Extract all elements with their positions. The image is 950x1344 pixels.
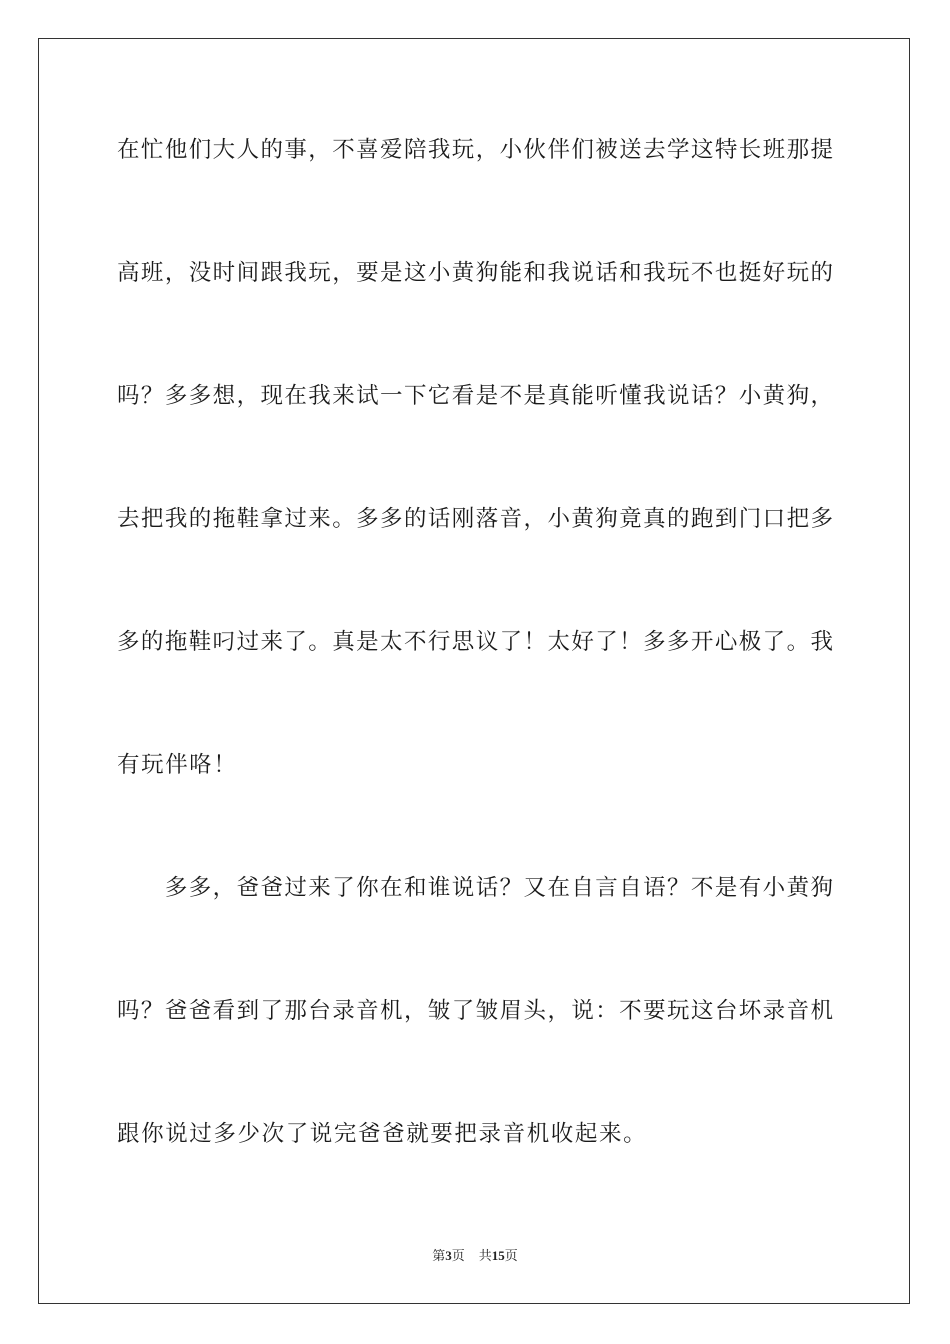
text-line: 在忙他们大人的事，不喜爱陪我玩，小伙伴们被送去学这特长班那提 — [117, 137, 833, 163]
total-pages-number: 15 — [491, 1248, 505, 1263]
text-line: 多的拖鞋叼过来了。真是太不行思议了！太好了！多多开心极了。我 — [117, 629, 833, 655]
text-line: 多多，爸爸过来了你在和谁说话？又在自言自语？不是有小黄狗 — [117, 875, 833, 901]
page-number-suffix: 页 — [451, 1248, 465, 1263]
current-page-number: 3 — [445, 1248, 452, 1263]
text-line: 高班，没时间跟我玩，要是这小黄狗能和我说话和我玩不也挺好玩的 — [117, 260, 833, 286]
text-line: 去把我的拖鞋拿过来。多多的话刚落音，小黄狗竟真的跑到门口把多 — [117, 506, 833, 532]
text-line: 吗？多多想，现在我来试一下它看是不是真能听懂我说话？小黄狗， — [117, 383, 833, 409]
text-line: 跟你说过多少次了说完爸爸就要把录音机收起来。 — [117, 1121, 648, 1147]
page-footer — [0, 1247, 950, 1265]
page-border — [38, 38, 910, 1304]
total-pages-suffix: 页 — [504, 1248, 518, 1263]
page-number-prefix: 第 — [432, 1248, 446, 1263]
text-line: 有玩伴咯！ — [117, 752, 238, 778]
total-pages-prefix: 共 — [478, 1248, 492, 1263]
text-line: 吗？爸爸看到了那台录音机，皱了皱眉头，说：不要玩这台坏录音机 — [117, 998, 833, 1024]
